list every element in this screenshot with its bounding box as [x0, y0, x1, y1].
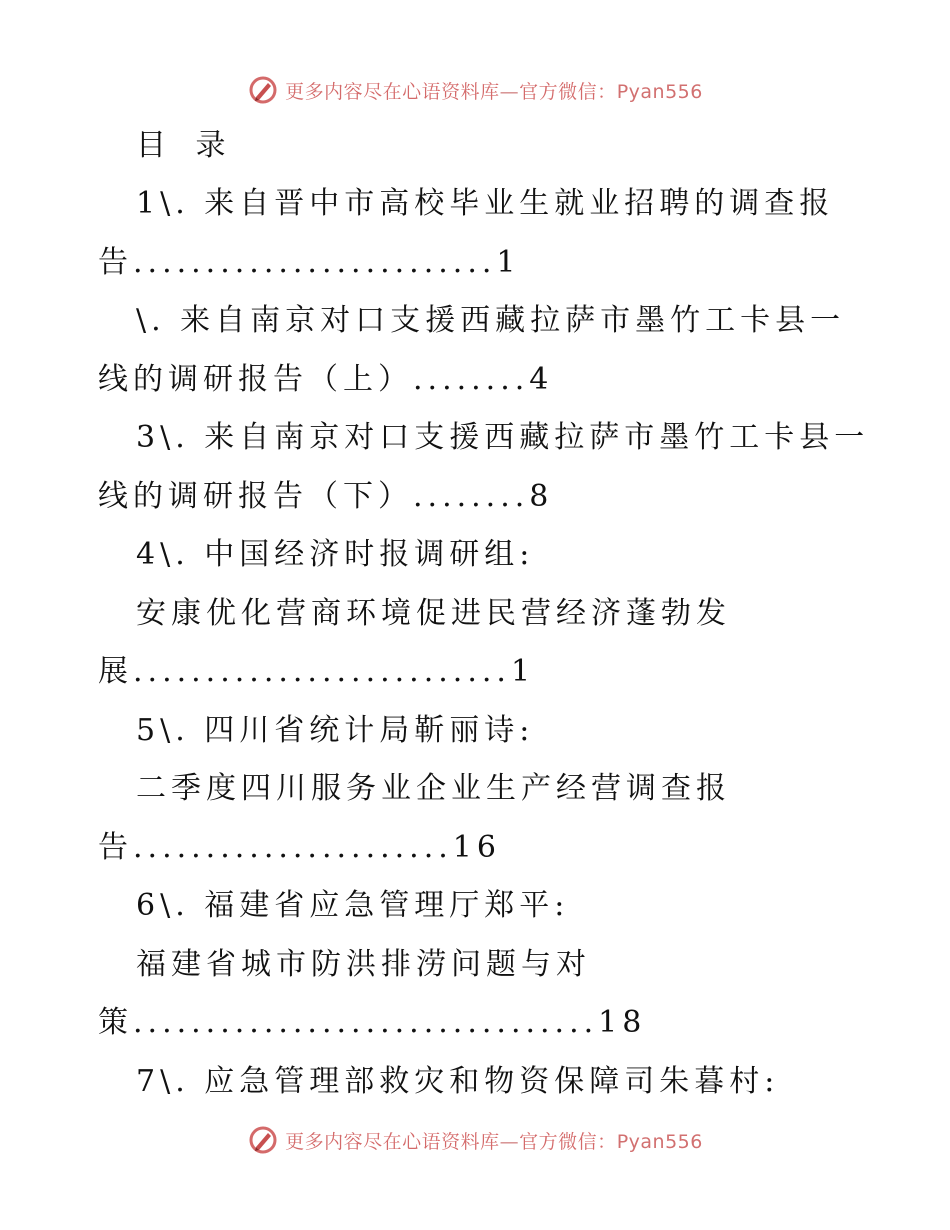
toc-line: 告......................16: [98, 830, 501, 865]
pen-logo-icon: [247, 1124, 279, 1156]
toc-line: 3\. 来自南京对口支援西藏拉萨市墨竹工卡县一: [136, 420, 870, 455]
toc-line: 1\. 来自晋中市高校毕业生就业招聘的调查报: [136, 186, 835, 221]
toc-line: 二季度四川服务业企业生产经营调查报: [136, 771, 731, 806]
watermark-separator: —: [499, 80, 520, 103]
pen-logo-icon: [247, 74, 279, 106]
toc-line: 5\. 四川省统计局靳丽诗:: [136, 713, 535, 748]
watermark-text: 更多内容尽在心语资料库: [285, 80, 500, 103]
watermark-wechat-id: Pyan556: [616, 80, 703, 103]
toc-title: 目 录: [136, 128, 236, 163]
toc-line: 4\. 中国经济时报调研组:: [136, 537, 535, 572]
toc-line: 线的调研报告（上）........4: [98, 362, 554, 397]
toc-line: 6\. 福建省应急管理厅郑平:: [136, 888, 570, 923]
watermark-label: 官方微信：: [519, 1130, 617, 1153]
toc-line: \. 来自南京对口支援西藏拉萨市墨竹工卡县一: [136, 303, 846, 338]
toc-line: 策................................18: [98, 1005, 647, 1040]
watermark-label: 官方微信：: [519, 80, 617, 103]
toc-line: 线的调研报告（下）........8: [98, 479, 554, 514]
toc-line: 7\. 应急管理部救灾和物资保障司朱暮村:: [136, 1064, 780, 1099]
footer-watermark: [0, 1120, 950, 1160]
toc-line: 安康优化营商环境促进民营经济蓬勃发: [136, 596, 731, 631]
header-watermark: [0, 70, 950, 110]
watermark-separator: —: [499, 1130, 520, 1153]
watermark-text: 更多内容尽在心语资料库: [285, 1130, 500, 1153]
toc-line: 福建省城市防洪排涝问题与对: [136, 947, 591, 982]
toc-line: 告.........................1: [98, 245, 521, 280]
toc-line: 展..........................1: [98, 654, 536, 689]
watermark-wechat-id: Pyan556: [616, 1130, 703, 1153]
